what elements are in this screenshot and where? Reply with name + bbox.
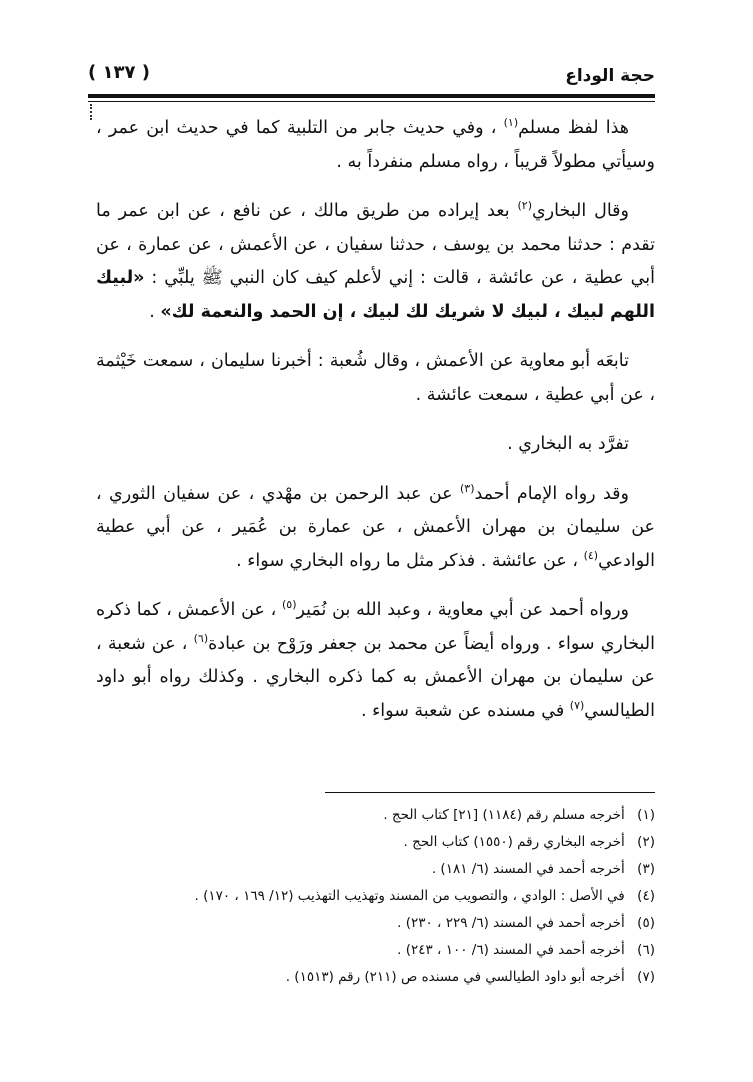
paragraph-6 <box>96 594 655 728</box>
running-header <box>88 56 655 92</box>
main-text <box>96 112 655 744</box>
footnote-number: (٢) <box>637 834 655 850</box>
margin-mark <box>90 104 94 120</box>
p3-text: تابعَه أبو معاوية عن الأعمش ، وقال شُعبة : أخبرنا سليمان ، سمعت خَيْثمة ، عن أبي عطية ، سمعت عائشة . <box>96 351 655 405</box>
footnote-4 <box>96 883 655 910</box>
footnote-6 <box>96 937 655 964</box>
footnote-ref-3[interactable]: (٣) <box>459 481 475 495</box>
p1-text: هذا لفظ مسلم <box>518 118 630 138</box>
paragraph-2 <box>96 195 655 329</box>
p4-text: تفرَّد به البخاري . <box>507 434 629 454</box>
p5-mid: عن عبد الرحمن بن مهْدي ، عن سفيان الثوري ، عن سليمان بن مهران الأعمش ، عن عمارة بن عُمَير ، عن أبي عطية الوادعي <box>96 483 655 571</box>
footnote-text: أخرجه أحمد في المسند (٦/ ٢٢٩ ، ٢٣٠) . <box>397 915 625 931</box>
header-rule-thick <box>88 94 655 98</box>
footnote-text: أخرجه أبو داود الطيالسي في مسنده ص (٢١١) رقم (١٥١٣) . <box>285 969 625 985</box>
footnote-ref-5[interactable]: (٥) <box>281 598 297 612</box>
footnote-ref-4[interactable]: (٤) <box>583 548 599 562</box>
page-number: ( ١٣٧ ) <box>88 62 150 83</box>
header-title: حجة الوداع <box>565 66 655 86</box>
talbiya-quote: «لبيك اللهم لبيك ، لبيك لا شريك لك لبيك ، إن الحمد والنعمة لك» <box>96 268 655 322</box>
p6-text: ورواه أحمد عن أبي معاوية ، وعبد الله بن نُمَير <box>296 600 629 620</box>
footnote-ref-6[interactable]: (٦) <box>193 631 209 645</box>
p2-end: . <box>149 301 161 322</box>
footnote-number: (٦) <box>637 942 655 958</box>
p6-mid: ، عن الأعمش ، كما ذكره البخاري سواء . ورواه أيضاً عن محمد بن جعفر ورَوْح بن عبادة <box>96 600 655 654</box>
p1-rest: ، وفي حديث جابر من التلبية كما في حديث ابن عمر ، وسيأتي مطولاً قريباً ، رواه مسلم منفرداً به . <box>96 118 655 172</box>
paragraph-4 <box>96 428 655 462</box>
footnote-ref-1[interactable]: (١) <box>503 116 519 130</box>
p6-mid2: ، عن شعبة ، عن سليمان بن مهران الأعمش به كما ذكره البخاري . وكذلك رواه أبو داود الطيالسي <box>96 633 655 721</box>
footnote-7 <box>96 964 655 991</box>
footnote-number: (٧) <box>637 969 655 985</box>
paragraph-1 <box>96 112 655 179</box>
paragraph-3 <box>96 345 655 412</box>
footnote-text: أخرجه أحمد في المسند (٦/ ١٨١) . <box>431 861 625 877</box>
header-rule-thin <box>88 101 655 102</box>
footnote-text: أخرجه أحمد في المسند (٦/ ١٠٠ ، ٢٤٣) . <box>397 942 625 958</box>
p2-rest: بعد إيراده من طريق مالك ، عن نافع ، عن ابن عمر ما تقدم : حدثنا محمد بن يوسف ، حدثنا سفيان ، عن الأعمش ، عن عمارة ، عن أبي عطية ، عن عائشة ، قالت : إني لأعلم كيف كان النبي ﷺ يلبِّي : <box>96 201 655 288</box>
footnote-1 <box>96 802 655 829</box>
p6-rest: في مسنده عن شعبة سواء . <box>360 700 570 721</box>
footnote-text: أخرجه البخاري رقم (١٥٥٠) كتاب الحج . <box>403 834 625 850</box>
footnote-separator <box>325 792 655 793</box>
footnote-text: في الأصل : الوادي ، والتصويب من المسند وتهذيب التهذيب (١٢/ ١٦٩ ، ١٧٠) . <box>194 888 625 904</box>
footnotes-list <box>96 802 655 991</box>
footnote-ref-2[interactable]: (٢) <box>517 199 532 213</box>
footnote-number: (١) <box>637 807 655 823</box>
paragraph-5 <box>96 478 655 579</box>
footnote-5 <box>96 910 655 937</box>
p2-text: وقال البخاري <box>531 201 629 221</box>
footnote-2 <box>96 829 655 856</box>
footnote-text: أخرجه مسلم رقم (١١٨٤) [٢١] كتاب الحج . <box>383 807 625 823</box>
footnote-number: (٥) <box>637 915 655 931</box>
p5-text: وقد رواه الإمام أحمد <box>474 483 629 504</box>
footnote-number: (٤) <box>637 888 655 904</box>
footnote-number: (٣) <box>637 861 655 877</box>
footnote-ref-7[interactable]: (٧) <box>569 698 585 712</box>
footnote-3 <box>96 856 655 883</box>
p5-rest: ، عن عائشة . فذكر مثل ما رواه البخاري سواء . <box>236 550 584 571</box>
